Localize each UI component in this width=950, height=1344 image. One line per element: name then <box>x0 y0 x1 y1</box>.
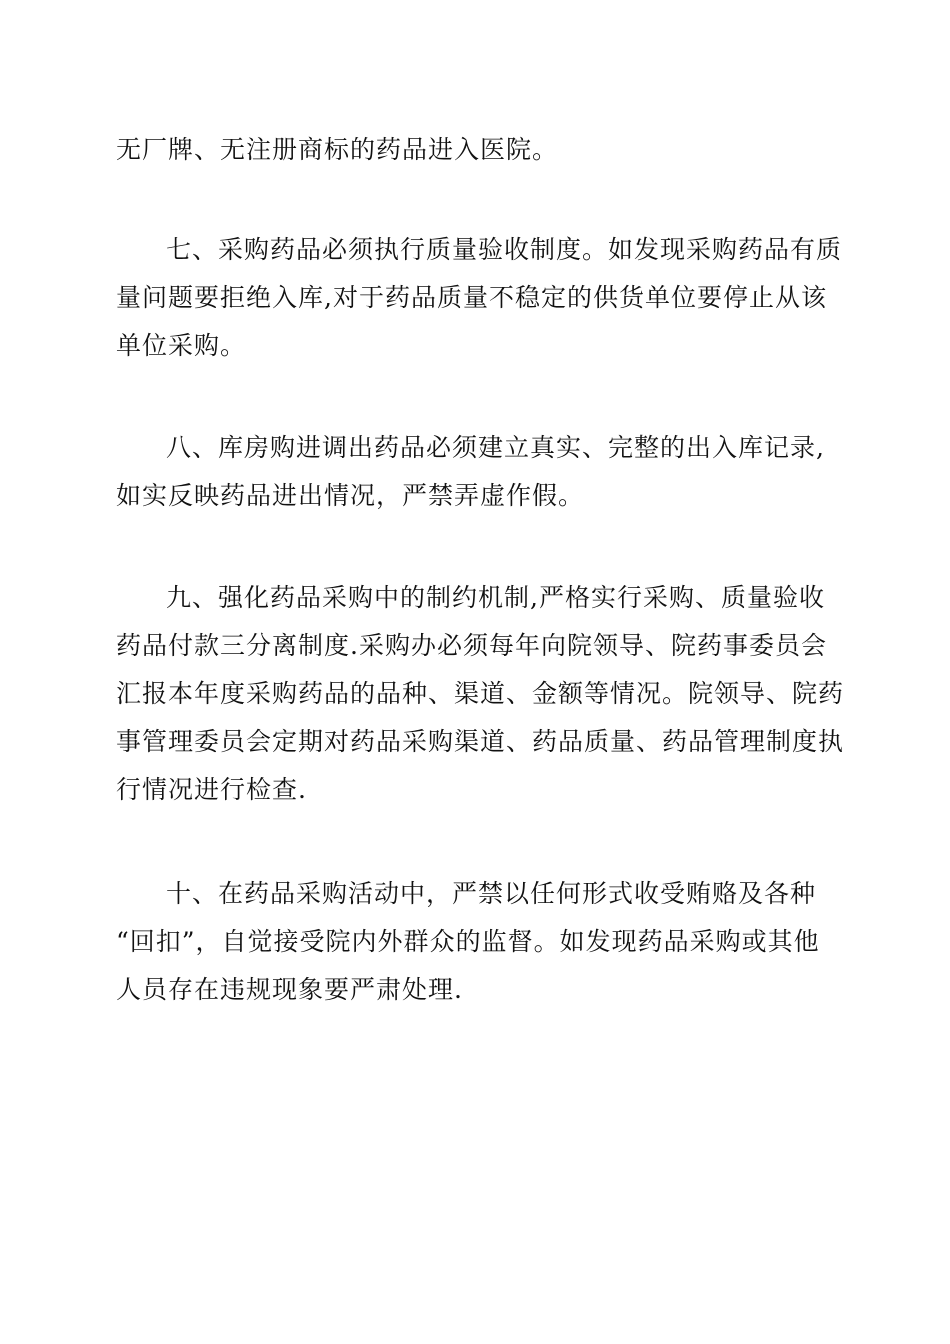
text-line: 七、采购药品必须执行质量验收制度。如发现采购药品有质 <box>166 235 843 264</box>
text-line: 行情况进行检查. <box>116 775 307 804</box>
paragraph-7 <box>116 226 843 370</box>
text-line: 单位采购。 <box>116 331 247 360</box>
text-line: 药品付款三分离制度.采购办必须每年向院领导、院药事委员会 <box>116 631 827 660</box>
text-line: 无厂牌、无注册商标的药品进入医院。 <box>116 135 559 164</box>
text-line: “回扣”，自觉接受院内外群众的监督。如发现药品采购或其他 <box>116 927 820 956</box>
text-line: 九、强化药品采购中的制约机制,严格实行采购、质量验收 <box>166 583 825 612</box>
text-line: 人员存在违规现象要严肃处理. <box>116 975 463 1004</box>
text-line: 八、库房购进调出药品必须建立真实、完整的出入库记录, <box>166 433 825 462</box>
text-line: 量问题要拒绝入库,对于药品质量不稳定的供货单位要停止从该 <box>116 283 827 312</box>
paragraph-8 <box>116 424 832 520</box>
text-line: 事管理委员会定期对药品采购渠道、药品质量、药品管理制度执 <box>116 727 845 756</box>
text-line: 如实反映药品进出情况，严禁弄虚作假。 <box>116 481 585 510</box>
paragraph-6-continuation <box>116 126 832 174</box>
text-line: 十、在药品采购活动中，严禁以任何形式收受贿赂及各种 <box>166 879 817 908</box>
paragraph-10 <box>116 870 832 1014</box>
text-line: 汇报本年度采购药品的品种、渠道、金额等情况。院领导、院药 <box>116 679 845 708</box>
paragraph-9 <box>116 574 845 814</box>
